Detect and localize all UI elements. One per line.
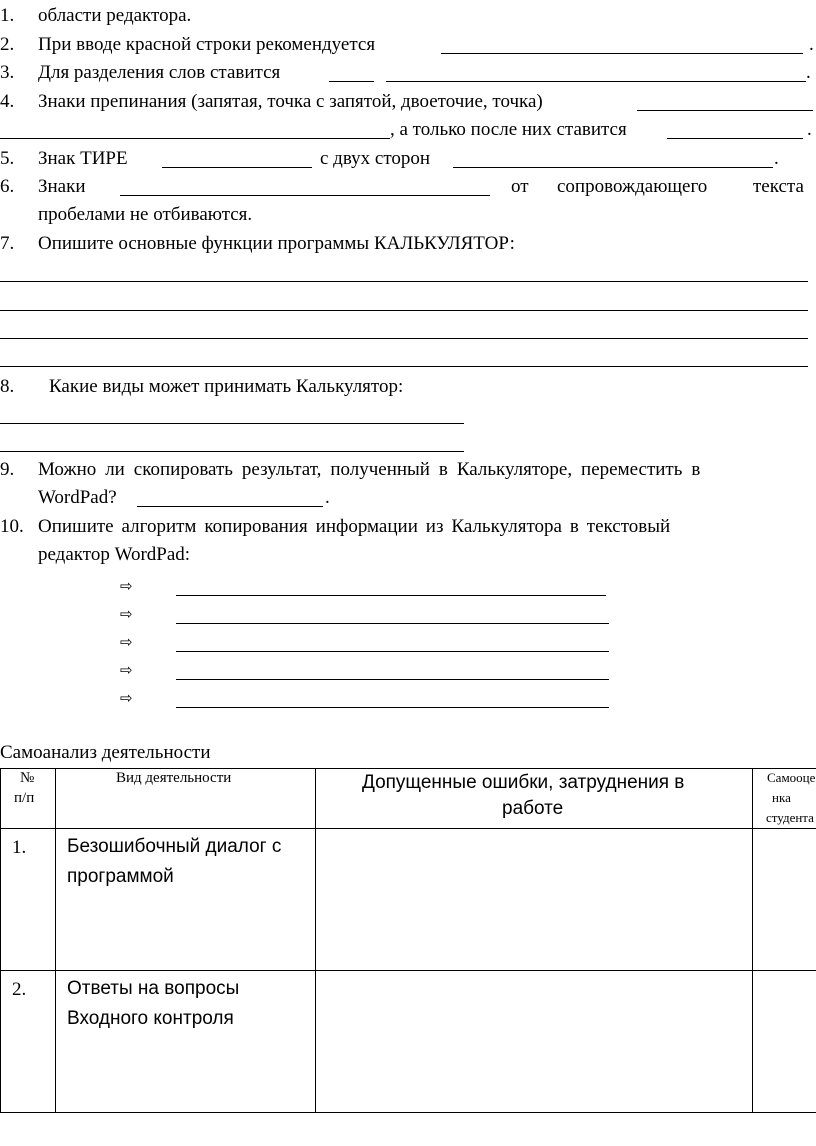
answer-blank[interactable] [637,110,813,111]
answer-line[interactable] [0,281,808,282]
answer-blank[interactable] [441,53,803,54]
question-9-text: Можно ли скопировать результат, полученный в Калькуляторе, переместить в [38,459,701,480]
answer-line[interactable] [0,423,464,424]
header-activity: Вид деятельности [116,770,232,786]
question-9-continuation: WordPad? [38,487,117,508]
row-2-line1: Ответы на вопросы [67,978,240,999]
header-number-l1: № [20,770,35,786]
question-3-text: Для разделения слов ставится [38,62,281,83]
header-number-l2: п/п [14,790,35,806]
step-line[interactable] [176,623,609,624]
answer-line[interactable] [0,451,464,452]
question-10-number: 10. [0,516,24,537]
arrow-right-icon: ⇨ [120,689,133,707]
step-line[interactable] [176,651,609,652]
row-1-line1: Безошибочный диалог с [67,836,282,857]
question-8-text: Какие виды может принимать Калькулятор: [49,376,404,397]
arrow-right-icon: ⇨ [120,605,133,623]
arrow-right-icon: ⇨ [120,661,133,679]
question-8-number: 8. [0,376,15,397]
question-4-end: . [807,119,812,140]
arrow-right-icon: ⇨ [120,633,133,651]
header-grade-l1: Самооце [767,770,816,785]
question-6-word-accompanying: сопровождающего [557,176,708,197]
question-5-number: 5. [0,148,15,169]
question-9-number: 9. [0,459,15,480]
row-1-grade-cell[interactable] [753,829,816,969]
answer-line[interactable] [0,338,808,339]
row-2-grade-cell[interactable] [753,971,816,1111]
answer-blank[interactable] [386,81,806,82]
header-grade-l3: студента [766,810,814,825]
header-errors-l1: Допущенные ошибки, затруднения в [362,772,685,793]
question-3-end: . [806,62,811,83]
row-2-number: 2. [12,979,27,1000]
step-line[interactable] [176,679,609,680]
answer-blank[interactable] [0,138,390,139]
header-grade-l2: нка [772,790,791,805]
question-2-text: При вводе красной строки рекомендуется [38,34,376,55]
answer-blank[interactable] [120,195,490,196]
question-5-end: . [774,148,779,169]
row-1-number: 1. [12,837,27,858]
arrow-right-icon: ⇨ [120,577,133,595]
answer-blank[interactable] [329,81,374,82]
question-5-text: Знак ТИРЕ [38,148,128,169]
question-6-continuation: пробелами не отбиваются. [38,204,253,225]
question-10-continuation: редактор WordPad: [38,544,191,565]
question-6-word-text: текста [753,176,804,197]
question-9-end: . [325,487,330,508]
question-4-continuation: , а только после них ставится [390,119,627,140]
question-6-number: 6. [0,176,15,197]
answer-blank[interactable] [137,506,323,507]
question-5-mid: с двух сторон [320,148,431,169]
row-1-errors-cell[interactable] [316,829,751,969]
answer-line[interactable] [0,310,808,311]
answer-blank[interactable] [667,138,803,139]
question-number: 1. [0,5,15,26]
question-7-text: Опишите основные функции программы КАЛЬКУЛЯТОР: [38,233,515,254]
self-analysis-title: Самоанализ деятельности [0,742,211,763]
question-2-end: . [809,34,814,55]
question-2-number: 2. [0,34,15,55]
step-line[interactable] [176,595,606,596]
header-errors-l2: работе [502,798,564,819]
answer-blank[interactable] [162,167,312,168]
question-3-number: 3. [0,62,15,83]
question-1-text: области редактора. [38,5,192,26]
question-4-number: 4. [0,91,15,112]
question-7-number: 7. [0,233,15,254]
step-line[interactable] [176,707,609,708]
question-1 [0,2,14,30]
question-4-text: Знаки препинания (запятая, точка с запятой, двоеточие, точка) [38,91,543,112]
question-6-word-from: от [511,176,529,197]
answer-line[interactable] [0,366,808,367]
question-6-text: Знаки [38,176,86,197]
row-2-line2: Входного контроля [67,1008,234,1029]
question-10-text: Опишите алгоритм копирования информации из Калькулятора в текстовый [38,516,671,537]
row-1-line2: программой [67,866,174,887]
answer-blank[interactable] [453,167,773,168]
row-2-errors-cell[interactable] [316,971,751,1111]
